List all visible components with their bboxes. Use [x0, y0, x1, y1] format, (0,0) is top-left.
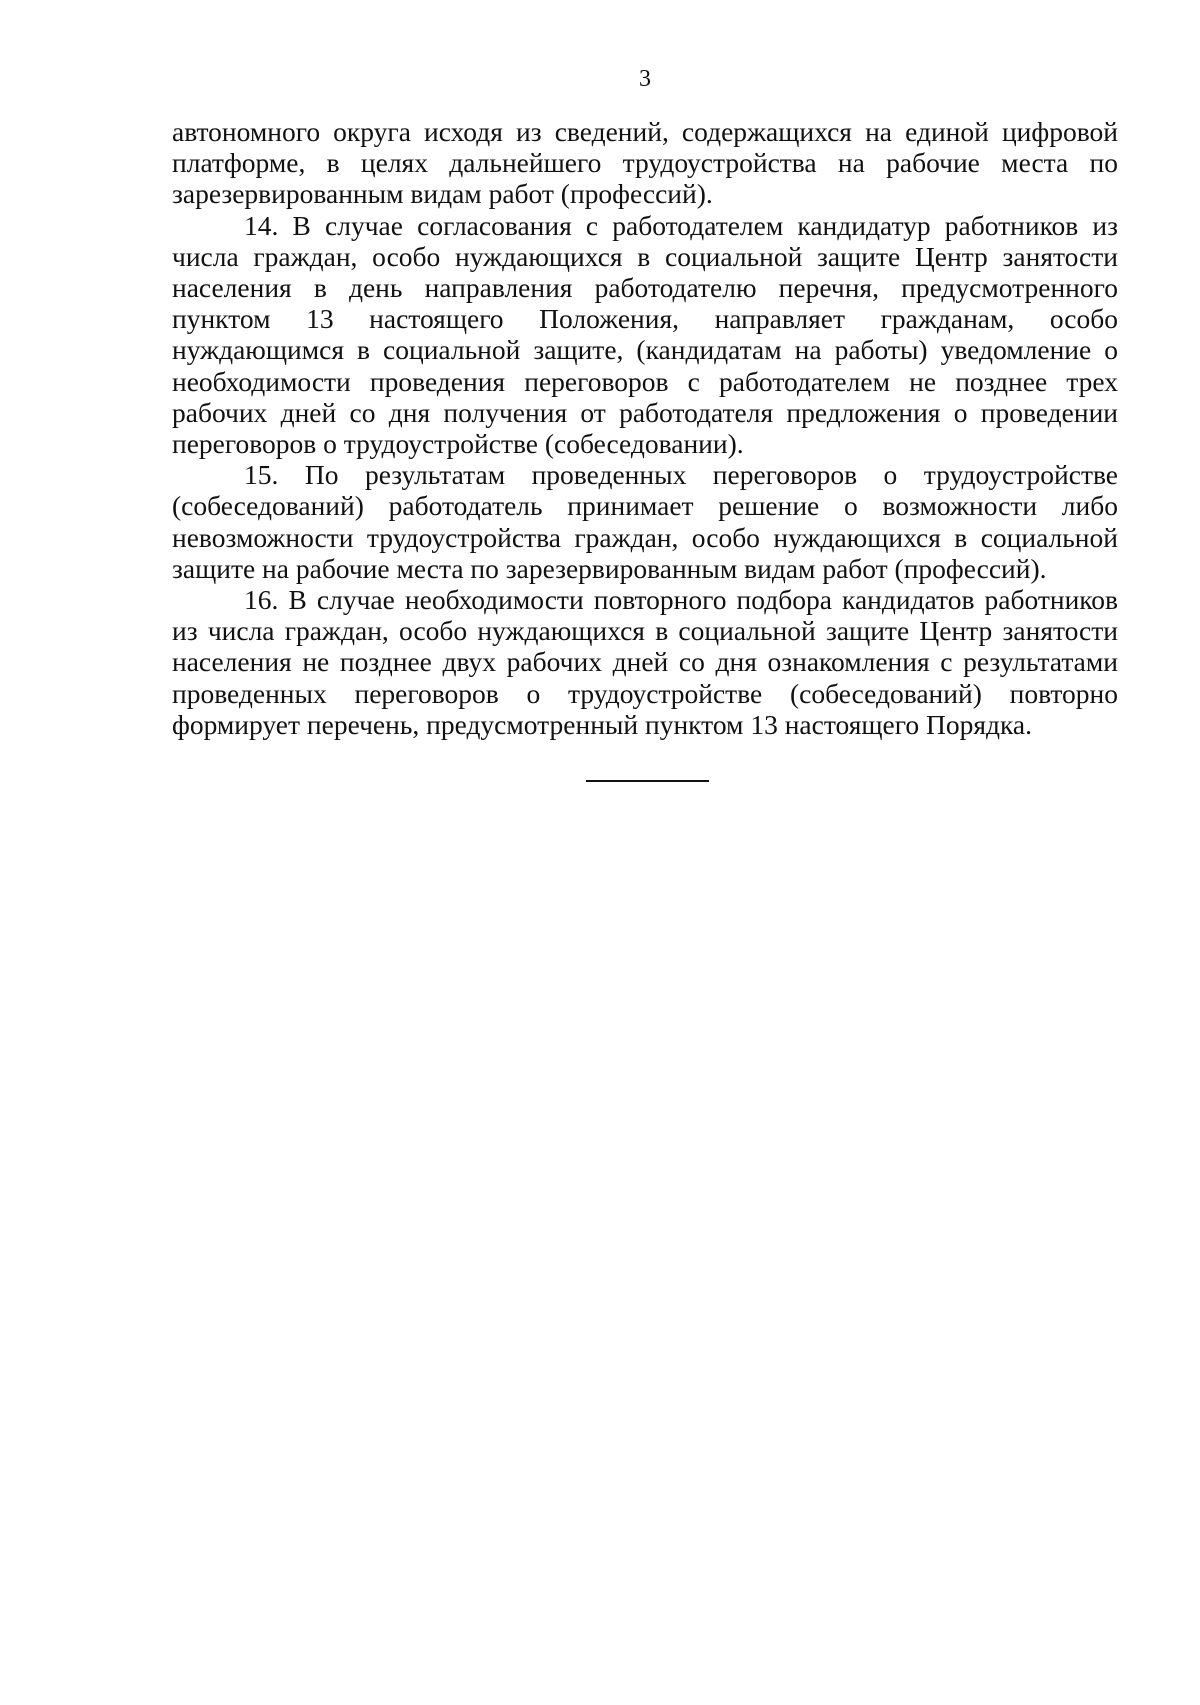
document-body: [172, 116, 1118, 740]
paragraph-15: [172, 459, 1118, 584]
paragraph-text: В случае необходимости повторного подбора кандидатов работников из числа граждан, особо нуждающихся в социальной защите Центр занятости населения не позднее двух рабочих дней со дня ознакомления с результатами проведенных переговоров о трудоустройстве (собеседований) повторно формирует перечень, предусмотренный пунктом 13 настоящего Порядка.: [172, 584, 1119, 740]
paragraph-number: 16.: [244, 584, 279, 616]
paragraph-number: 14.: [244, 209, 279, 241]
paragraph-16: [172, 584, 1118, 740]
paragraph-text: По результатам проведенных переговоров о трудоустройстве (собеседований) работодатель принимает решение о возможности либо невозможности трудоустройства граждан, особо нуждающихся в социальной защите на рабочие места по зарезервированным видам работ (профессий).: [172, 459, 1119, 584]
paragraph-text: В случае согласования с работодателем кандидатур работников из числа граждан, особо нуждающихся в социальной защите Центр занятости населения в день направления работодателю перечня, предусмотренного пунктом 13 настоящего Положения, направляет гражданам, особо нуждающимся в социальной защите, (кандидатам на работы) уведомление о необходимости проведения переговоров с работодателем не позднее трех рабочих дней со дня получения от работодателя предложения о проведении переговоров о трудоустройстве (собеседовании).: [172, 209, 1118, 460]
paragraph-text: автономного округа исходя из сведений, содержащихся на единой цифровой платформе, в целях дальнейшего трудоустройства на рабочие места по зарезервированным видам работ (профессий).: [172, 116, 1118, 210]
page-number: 3: [639, 66, 651, 92]
paragraph-number: 15.: [244, 459, 279, 491]
end-of-document-rule: [586, 780, 709, 782]
paragraph-continuation: [172, 116, 1118, 210]
paragraph-14: [172, 210, 1118, 460]
